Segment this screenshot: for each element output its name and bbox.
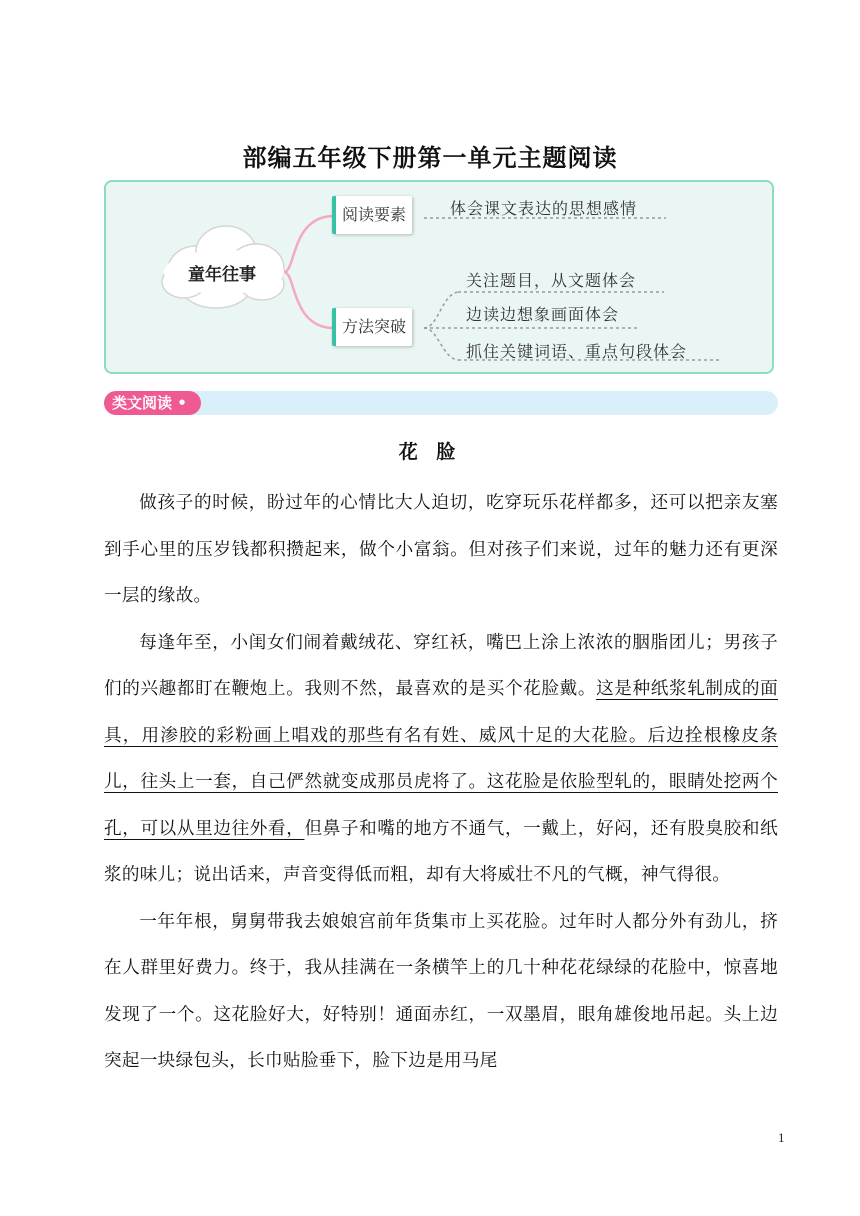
paragraph-text: 但鼻子和嘴的地方不通气，一戴上，好闷，还有股臭胶和纸浆的味儿；说出话来，声音变得低而粗，却有大将威壮不凡的气概，神气得很。: [104, 818, 778, 885]
mindmap-node-reading-element: 阅读要素: [332, 196, 412, 234]
page-number: 1: [778, 1130, 785, 1145]
paragraph: [104, 620, 778, 899]
underlined-passage: 这是种纸浆轧制成的面具，用渗胶的彩粉画上唱戏的那些有名有姓、威风十足的大花脸。后边拴根橡皮条儿，往头上一套，自己俨然就变成那员虎将了。这花脸是依脸型轧的，眼睛处挖两个孔，可以从里边往外看，: [104, 679, 778, 839]
page-title: 部编五年级下册第一单元主题阅读: [242, 144, 618, 172]
mindmap-leaf: 边读边想象画面体会: [466, 305, 620, 324]
paragraph: 做孩子的时候，盼过年的心情比大人迫切，吃穿玩乐花样都多，还可以把亲友塞到手心里的压岁钱都积攒起来，做个小富翁。但对孩子们来说，过年的魅力还有更深一层的缘故。: [104, 493, 778, 606]
mindmap-leaf: 关注题目，从文题体会: [466, 271, 637, 290]
story-body: [104, 480, 778, 1085]
mindmap-center-label: 童年往事: [188, 265, 256, 285]
section-bar: [104, 391, 778, 415]
paragraph: 一年年根，舅舅带我去娘娘宫前年货集市上买花脸。过年时人都分外有劲儿，挤在人群里好费力。终于，我从挂满在一条横竿上的几十种花花绿绿的花脸中，惊喜地发现了一个。这花脸好大，好特别！通面赤红，一双墨眉，眼角雄俊地吊起。头上边突起一块绿包头，长巾贴脸垂下，脸下边是用马尾: [104, 911, 778, 1071]
mindmap-panel: [104, 180, 774, 374]
mindmap-leaf: 体会课文表达的思想感情: [450, 199, 638, 218]
section-tag: 类文阅读 •: [104, 391, 201, 415]
paragraph-text: 每逢年至，小闺女们闹着戴绒花、穿红袄，嘴巴上涂上浓浓的胭脂团儿；男孩子们的兴趣都盯在鞭炮上。我则不然，最喜欢的是买个花脸戴。: [104, 632, 778, 699]
story-title: 花 脸: [398, 441, 462, 463]
mindmap-node-method: 方法突破: [332, 308, 412, 346]
mindmap-leaf: 抓住关键词语、重点句段体会: [466, 342, 688, 361]
